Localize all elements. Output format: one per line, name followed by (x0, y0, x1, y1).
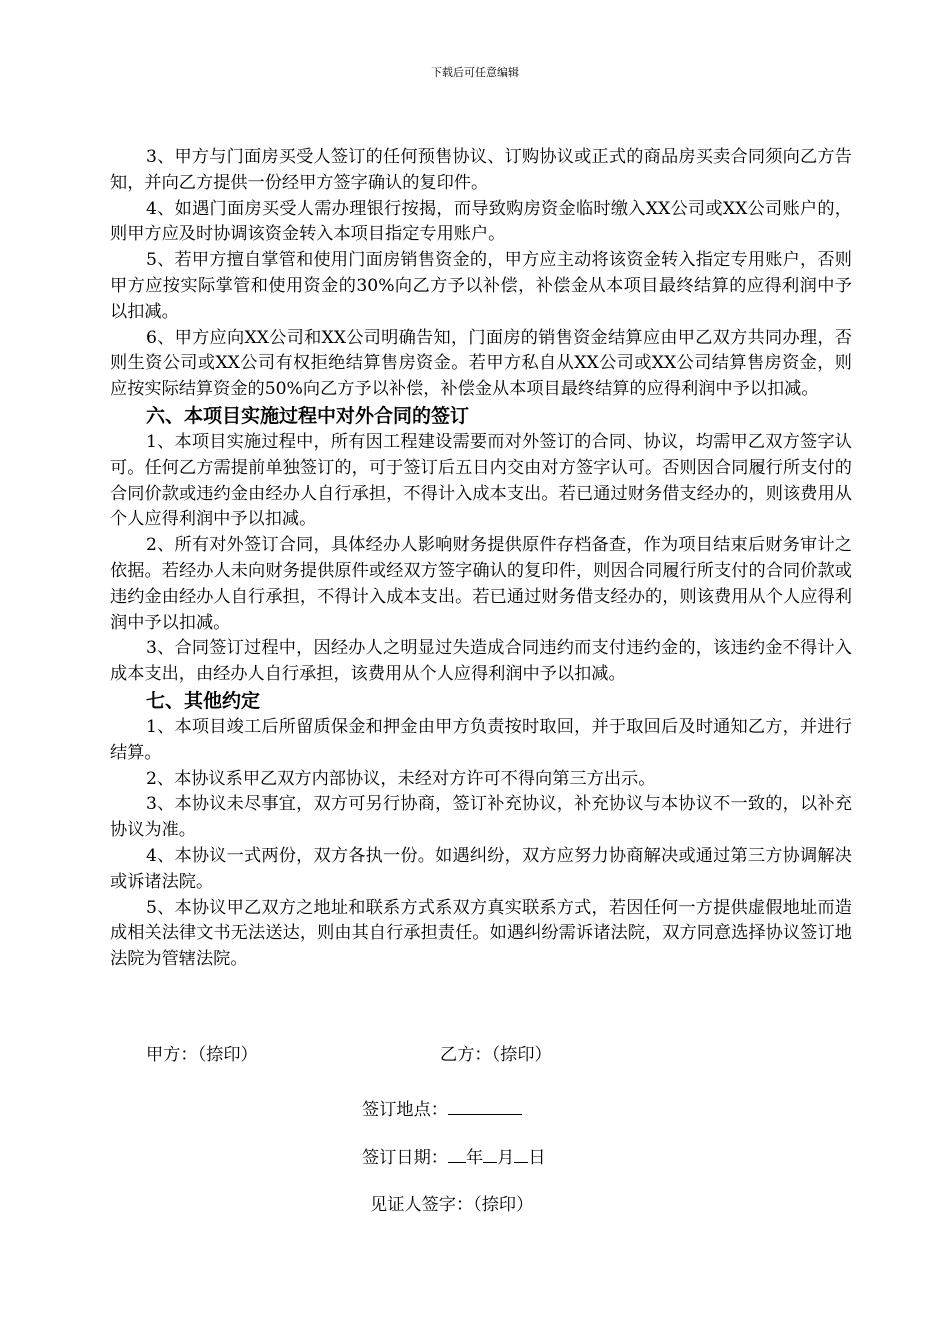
clause-5-3: 3、甲方与门面房买受人签订的任何预售协议、订购协议或正式的商品房买卖合同须向乙方告知，并向乙方提供一份经甲方签字确认的复印件。 (110, 147, 852, 193)
clause-7-3: 3、本协议未尽事宜，双方可另行协商，签订补充协议，补充协议与本协议不一致的，以补充协议为准。 (110, 794, 852, 841)
clause-6-1: 1、本项目实施过程中，所有因工程建设需要而对外签订的合同、协议，均需甲乙双方签字认可。任何乙方需提前单独签订的，可于签订后五日内交由对方签字认可。否则因合同履行所支付的合同价款或违约金由经办人自行承担，不得计入成本支出。若已通过财务借支经办的，则该费用从个人应得利润中予以扣减。 (110, 431, 852, 530)
signing-date-label: 签订日期： (362, 1148, 448, 1168)
page-header: 下载后可任意编辑 (431, 66, 519, 79)
signing-place-label: 签订地点： (362, 1100, 448, 1120)
signing-date (362, 1144, 546, 1169)
clause-6-3: 3、合同签订过程中，因经办人之明显过失造成合同违约而支付违约金的，该违约金不得计入成本支出，由经办人自行承担，该费用从个人应得利润中予以扣减。 (110, 638, 852, 685)
clause-7-4: 4、本协议一式两份，双方各执一份。如遇纠纷，双方应努力协商解决或通过第三方协调解决或诉诸法院。 (110, 845, 852, 892)
clause-7-5: 5、本协议甲乙双方之地址和联系方式系双方真实联系方式，若因任何一方提供虚假地址而造成相关法律文书无法送达，则由其自行承担责任。如遇纠纷需诉诸法院，双方同意选择协议签订地法院为管辖法院。 (110, 897, 852, 970)
month-unit: 月 (497, 1148, 515, 1168)
signing-place (362, 1096, 522, 1121)
month-blank (483, 1144, 497, 1163)
section-heading-6: 六、本项目实施过程中对外合同的签订 (146, 404, 470, 427)
party-a-signature: 甲方：（捺印） (146, 1045, 258, 1065)
clause-5-6: 6、甲方应向XX公司和XX公司明确告知，门面房的销售资金结算应由甲乙双方共同办理，否则生资公司或XX公司有权拒绝结算售房资金。若甲方私自从XX公司或XX公司结算售房资金，则应按实际结算资金的50%向乙方予以补偿，补偿金从本项目最终结算的应得利润中予以扣减。 (110, 327, 852, 400)
section-heading-7: 七、其他约定 (146, 689, 261, 712)
clause-5-4: 4、如遇门面房买受人需办理银行按揭，而导致购房资金临时缴入XX公司或XX公司账户的，则甲方应及时协调该资金转入本项目指定专用账户。 (110, 198, 852, 245)
party-b-signature: 乙方：（捺印） (440, 1045, 552, 1065)
day-unit: 日 (528, 1148, 546, 1168)
clause-7-1: 1、本项目竣工后所留质保金和押金由甲方负责按时取回，并于取回后及时通知乙方，并进行结算。 (110, 716, 852, 763)
clause-7-2: 2、本协议系甲乙双方内部协议，未经对方许可不得向第三方出示。 (146, 768, 656, 789)
clause-5-5: 5、若甲方擅自掌管和使用门面房销售资金的，甲方应主动将该资金转入指定专用账户，否则甲方应按实际掌管和使用资金的30%向乙方予以补偿，补偿金从本项目最终结算的应得利润中予以扣减。 (110, 250, 852, 322)
clause-6-2: 2、所有对外签订合同，具体经办人影响财务提供原件存档备查，作为项目结束后财务审计之依据。若经办人未向财务提供原件或经双方签字确认的复印件，则因合同履行所支付的合同价款或违约金由经办人自行承担，不得计入成本支出。若已通过财务借支经办的，则该费用从个人应得利润中予以扣减。 (110, 535, 852, 633)
document-body (110, 145, 852, 973)
signing-place-blank (448, 1096, 522, 1115)
day-blank (514, 1144, 528, 1163)
year-blank (448, 1144, 466, 1163)
year-unit: 年 (465, 1148, 484, 1168)
witness-signature: 见证人签字：（捺印） (370, 1195, 534, 1215)
